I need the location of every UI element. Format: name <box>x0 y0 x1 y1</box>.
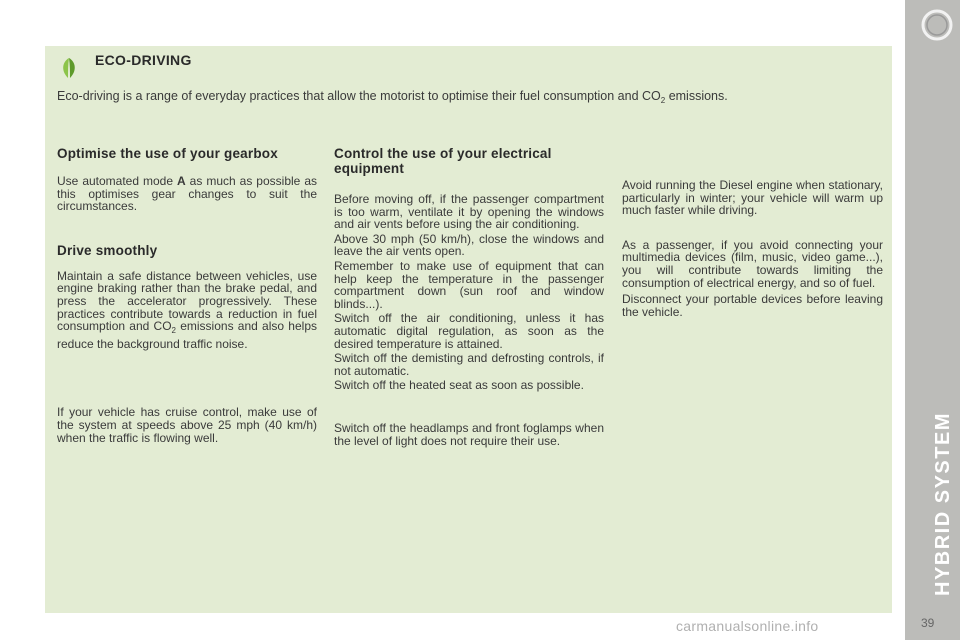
left-column <box>57 146 317 444</box>
electrical-paragraph: Switch off the air conditioning, unless it has automatic digital regulation, as soon as the desired temperature is attained. <box>334 311 604 351</box>
middle-column <box>334 146 604 447</box>
electrical-paragraph: Remember to make use of equipment that can help keep the temperature in the passenger compartment down (sun roof and window blinds...). <box>334 258 604 311</box>
gearbox-heading: Optimise the use of your gearbox <box>57 146 278 161</box>
electrical-paragraph: Switch off the headlamps and front foglamps when the level of light does not require their use. <box>334 420 604 448</box>
drive-heading: Drive smoothly <box>57 242 158 258</box>
right-column <box>622 179 883 318</box>
electrical-paragraph: Switch off the demisting and defrosting controls, if not automatic. <box>334 351 604 378</box>
leaf-icon <box>58 57 80 79</box>
electrical-paragraph: Disconnect your portable devices before leaving the vehicle. <box>622 292 883 319</box>
electrical-paragraph: Switch off the heated seat as soon as possible. <box>334 378 584 393</box>
intro-text: Eco-driving is a range of everyday practices that allow the motorist to optimise their fuel consumption and $CO_2$ emissions. <box>57 89 728 105</box>
electrical-paragraph: Above 30 mph (50 km/h), close the windows and leave the air vents open. <box>334 231 604 259</box>
chapter-title: HYBRID SYSTEM <box>932 412 954 596</box>
ring-icon <box>920 8 954 42</box>
gearbox-text: Use automated mode A as much as possible as this optimises gear changes to suit the circumstances. <box>57 174 317 214</box>
electrical-heading: Control the use of your electrical equipment <box>334 146 552 176</box>
section-title: ECO-DRIVING <box>95 52 192 68</box>
electrical-paragraph: As a passenger, if you avoid connecting your multimedia devices (film, music, video game...), you will contribute towards limiting the consumption of electrical energy, and so of fuel. <box>622 237 883 290</box>
drive-text: Maintain a safe distance between vehicles, use engine braking rather than the brake pedal, and press the accelerator progressively. These practices contribute towards a reduction in fuel consumption and $CO_2$ emissions and also helps reduce the background traffic noise. <box>57 268 317 351</box>
page-number: 39 <box>921 616 935 630</box>
electrical-paragraph: Before moving off, if the passenger compartment is too warm, ventilate it by opening the windows and air vents before using the air conditioning. <box>334 192 604 232</box>
electrical-paragraph: Avoid running the Diesel engine when stationary, particularly in winter; your vehicle will warm up much faster while driving. <box>622 178 883 218</box>
cruise-text: If your vehicle has cruise control, make use of the system at speeds above 25 mph (40 km/h) when the traffic is flowing well. <box>57 405 317 445</box>
watermark: carmanualsonline.info <box>676 618 819 634</box>
